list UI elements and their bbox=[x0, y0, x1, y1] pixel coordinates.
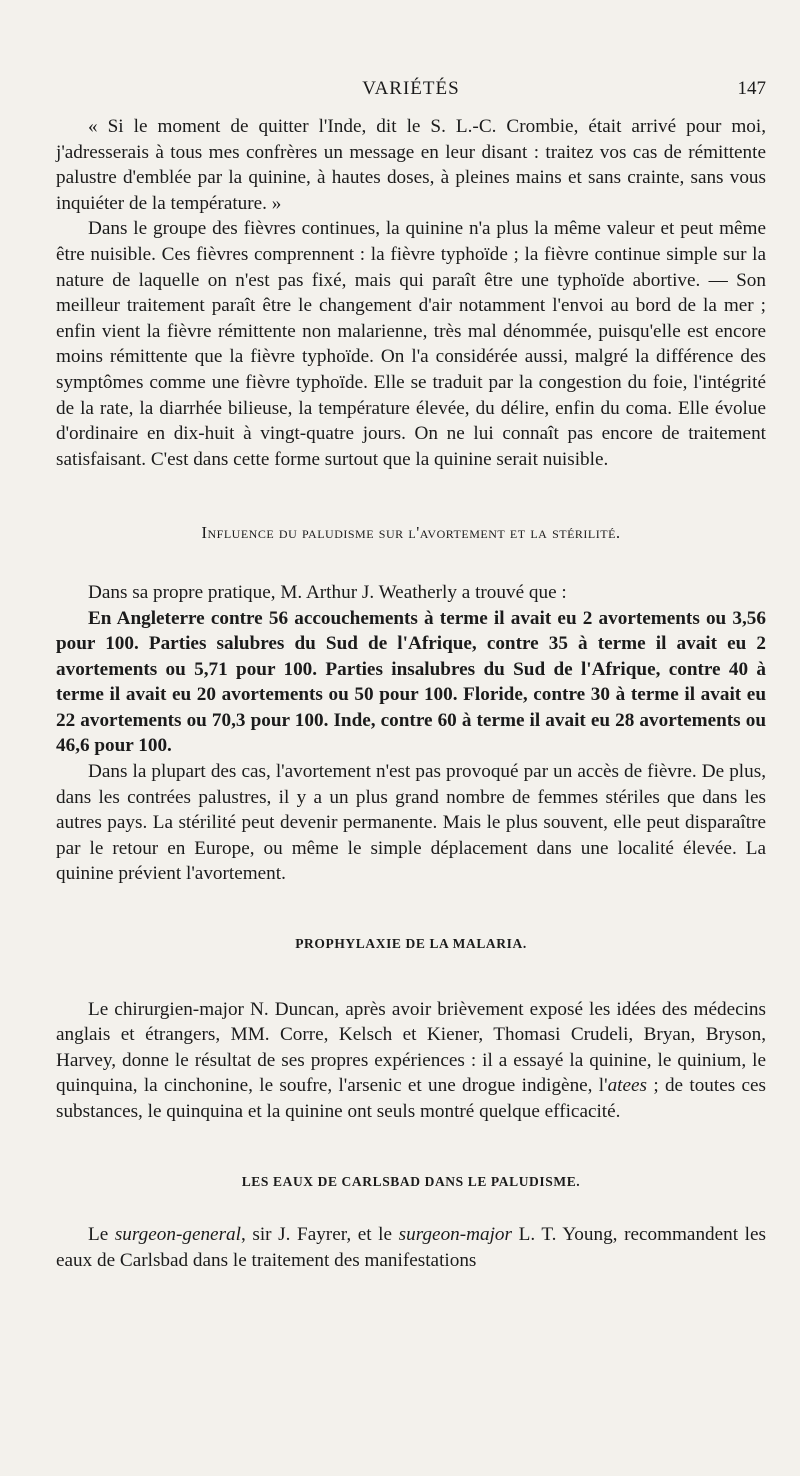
carlsbad-text-c: L. T. Young, recommandent les eaux de Carlsbad dans le traitement des manifestations bbox=[56, 1224, 766, 1271]
paragraph-carlsbad bbox=[56, 1222, 766, 1273]
paragraph-duncan bbox=[56, 997, 766, 1125]
paragraph-sterility: Dans la plupart des cas, l'avortement n'est pas provoqué par un accès de fièvre. De plus, dans les contrées palustres, il y a un plus grand nombre de femmes stériles que dans les autres pays. La stérilité peut devenir permanente. Mais le plus souvent, elle peut disparaître par le retour en Europe, ou même le simple déplacement dans une localité élevée. La quinine prévient l'avortement. bbox=[56, 761, 766, 885]
paragraph-weatherly-statistics: En Angleterre contre 56 accouchements à terme il avait eu 2 avortements ou 3,56 pour 100. Parties salubres du Sud de l'Afrique, contre 35 à terme il avait eu 2 avortements ou 5,71 pour 100. Parties insalubres du Sud de l'Afrique, contre 40 à terme il avait eu 20 avortements ou 50 pour 100. Floride, contre 30 à terme il avait eu 22 avortements ou 70,3 pour 100. Inde, contre 60 à terme il avait eu 28 avortements ou 46,6 pour 100. bbox=[56, 607, 766, 757]
section-heading-prophylaxis: PROPHYLAXIE DE LA MALARIA. bbox=[295, 936, 527, 952]
carlsbad-surgeon-general: surgeon-general bbox=[114, 1224, 241, 1246]
duncan-atees: atees bbox=[607, 1075, 648, 1097]
carlsbad-text-a: Le bbox=[88, 1224, 115, 1246]
carlsbad-text-b: , sir J. Fayrer, et le bbox=[240, 1224, 399, 1246]
paragraph-crombie-quote: « Si le moment de quitter l'Inde, dit le S. L.-C. Crombie, était arrivé pour moi, j'adresserais à tous mes confrères un message en leur disant : traitez vos cas de rémittente palustre d'emblée par la quinine, à hautes doses, à pleines mains et sans crainte, sans vous inquiéter de la température. » bbox=[56, 116, 766, 214]
body-text bbox=[56, 114, 766, 1273]
page-header bbox=[56, 78, 766, 104]
duncan-text-start: Le chirurgien-major N. Duncan, après avoir brièvement exposé les idées des médecins anglais et étrangers, MM. Corre, Kelsch et Kiener, Thomasi Crudeli, Bryan, Bryson, Harvey, donne le résultat de ses propres expériences : il a essayé la quinine, le quinium, le quinquina, la cinchonine, le soufre, l'arsenic et une drogue indigène, l' bbox=[56, 998, 766, 1097]
page-number: 147 bbox=[737, 78, 766, 99]
carlsbad-surgeon-major: surgeon-major bbox=[398, 1224, 512, 1246]
section-heading-carlsbad: LES EAUX DE CARLSBAD DANS LE PALUDISME. bbox=[241, 1173, 581, 1189]
duncan-text-end: ; de toutes ces substances, le quinquina et la quinine ont seuls montré quelque efficacité. bbox=[56, 1075, 766, 1122]
section-heading-influence: Influence du paludisme sur l'avortement et la stérilité. bbox=[201, 523, 621, 543]
running-title: VARIÉTÉS bbox=[362, 78, 460, 99]
paragraph-continuous-fevers: Dans le groupe des fièvres continues, la quinine n'a plus la même valeur et peut même être nuisible. Ces fièvres comprennent : la fièvre typhoïde ; la fièvre continue simple sur la nature de laquelle on n'est pas fixé, mais qui paraît être une typhoïde abortive. — Son meilleur traitement paraît être le changement d'air notamment l'envoi au bord de la mer ; enfin vient la fièvre rémittente non malarienne, très mal dénommée, puisqu'elle est encore moins rémittente que la fièvre typhoïde. On l'a considérée aussi, malgré la différence des symptômes comme une fièvre typhoïde. Elle se traduit par la congestion du foie, l'intégrité de la rate, la diarrhée bilieuse, la température élevée, du délire, enfin du coma. Elle évolue d'ordinaire en dix-huit à vingt-quatre jours. On ne lui connaît pas encore de traitement satisfaisant. C'est dans cette forme surtout que la quinine serait nuisible. bbox=[56, 218, 766, 470]
paragraph-weatherly-intro: Dans sa propre pratique, M. Arthur J. Weatherly a trouvé que : bbox=[88, 581, 567, 603]
